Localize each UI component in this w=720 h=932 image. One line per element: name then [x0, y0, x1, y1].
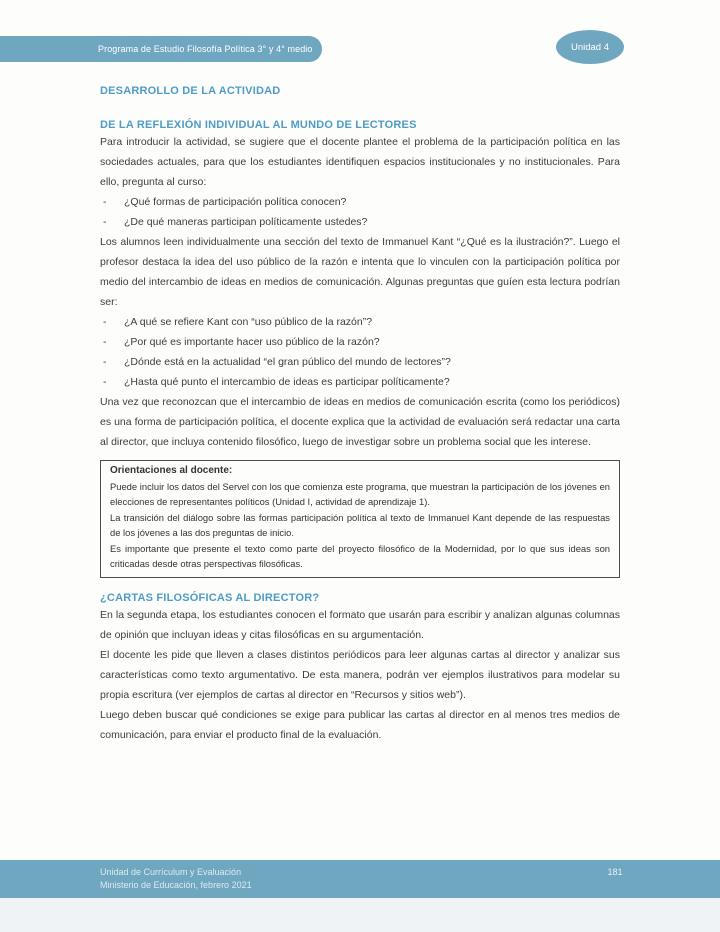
paragraph-kant: Los alumnos leen individualmente una sección del texto de Immanuel Kant “¿Qué es la ilustración?”. Luego el profesor destaca la idea del uso público de la razón e intenta que lo vinculen con la participación política por medio del intercambio de ideas en medios de comunicación. Algunas preguntas que guíen esta lectura podrían ser: — [100, 236, 620, 308]
bullet-dash: - — [103, 356, 107, 368]
bullet-text: ¿Dónde está en la actualidad “el gran público del mundo de lectores”? — [124, 356, 451, 368]
program-title: Programa de Estudio Filosofía Política 3° y 4° medio — [98, 44, 313, 54]
bullet-dash: - — [103, 316, 107, 328]
subsection-title-reflexion: DE LA REFLEXIÓN INDIVIDUAL AL MUNDO DE LECTORES — [100, 119, 417, 131]
teacher-box-title: Orientaciones al docente: — [110, 465, 233, 476]
footer-ministry-line: Ministerio de Educación, febrero 2021 — [100, 880, 252, 890]
bullet-text: ¿Por qué es importante hacer uso público de la razón? — [124, 336, 380, 348]
subsection-title-cartas: ¿CARTAS FILOSÓFICAS AL DIRECTOR? — [100, 591, 320, 604]
bullet-text: ¿Qué formas de participación política conocen? — [124, 196, 347, 208]
teacher-guidance-box — [100, 460, 620, 578]
teacher-box-line: Es importante que presente el texto como parte del proyecto filosófico de la Modernidad, por lo que sus ideas son criticadas desde otras perspectivas filosóficas. — [110, 542, 610, 569]
footer-bar — [0, 860, 720, 898]
paragraph-evaluacion: Una vez que reconozcan que el intercambio de ideas en medios de comunicación escrita (como los periódicos) es una forma de participación política, el docente explica que la actividad de evaluación será redactar una carta al director, que incluya contenido filosófico, luego de investigar sobre un problema social que les interese. — [100, 396, 620, 448]
bullet-item — [100, 212, 620, 232]
bullet-dash: - — [103, 376, 107, 388]
footer-org-block — [100, 866, 252, 892]
bullet-dash: - — [103, 336, 107, 348]
paragraph-publicar: Luego deben buscar qué condiciones se exige para publicar las cartas al director en al menos tres medios de comunicación, para enviar el producto final de la evaluación. — [100, 708, 620, 741]
bullet-text: ¿De qué maneras participan políticamente ustedes? — [124, 216, 368, 228]
bullet-item — [100, 192, 620, 212]
bullet-item — [100, 312, 620, 332]
section-title-desarrollo: DESARROLLO DE LA ACTIVIDAD — [100, 85, 281, 97]
footer-org-name: Unidad de Currículum y Evaluación — [100, 867, 242, 877]
bullet-item — [100, 372, 620, 392]
page-number: 181 — [607, 867, 623, 877]
page-bottom-strip — [0, 898, 720, 932]
bullet-text: ¿Hasta qué punto el intercambio de ideas es participar políticamente? — [124, 376, 450, 388]
paragraph-periodicos: El docente les pide que lleven a clases distintos periódicos para leer algunas cartas al director y analizar sus características como texto argumentativo. De esta manera, podrán ver ejemplos ilustrativos para modelar su propia escritura (ver ejemplos de cartas al director en “Recursos y sitios web”). — [100, 648, 620, 701]
teacher-box-line: Puede incluir los datos del Servel con los que comienza este programa, que muestran la participación de los jóvenes en elecciones de representantes políticos (Unidad I, actividad de aprendizaje 1). — [110, 480, 610, 507]
bullet-item — [100, 352, 620, 372]
bullet-dash: - — [103, 216, 107, 228]
teacher-box-line: La transición del diálogo sobre las formas participación política al texto de Immanuel Kant depende de las respuestas de los jóvenes a las dos preguntas de inicio. — [110, 511, 610, 538]
paragraph-segunda-etapa: En la segunda etapa, los estudiantes conocen el formato que usarán para escribir y analizan algunas columnas de opinión que incluyan ideas y citas filosóficas en su argumentación. — [100, 608, 620, 641]
content-column — [100, 0, 620, 745]
bullet-text: ¿A qué se refiere Kant con “uso público de la razón”? — [124, 316, 373, 328]
bullet-dash: - — [103, 196, 107, 208]
paragraph-intro: Para introducir la actividad, se sugiere que el docente plantee el problema de la participación política en las sociedades actuales, para que los estudiantes identifiquen espacios institucionales y no institucionales. Para ello, pregunta al curso: — [100, 136, 620, 188]
bullet-item — [100, 332, 620, 352]
unit-badge-label: Unidad 4 — [570, 41, 610, 53]
